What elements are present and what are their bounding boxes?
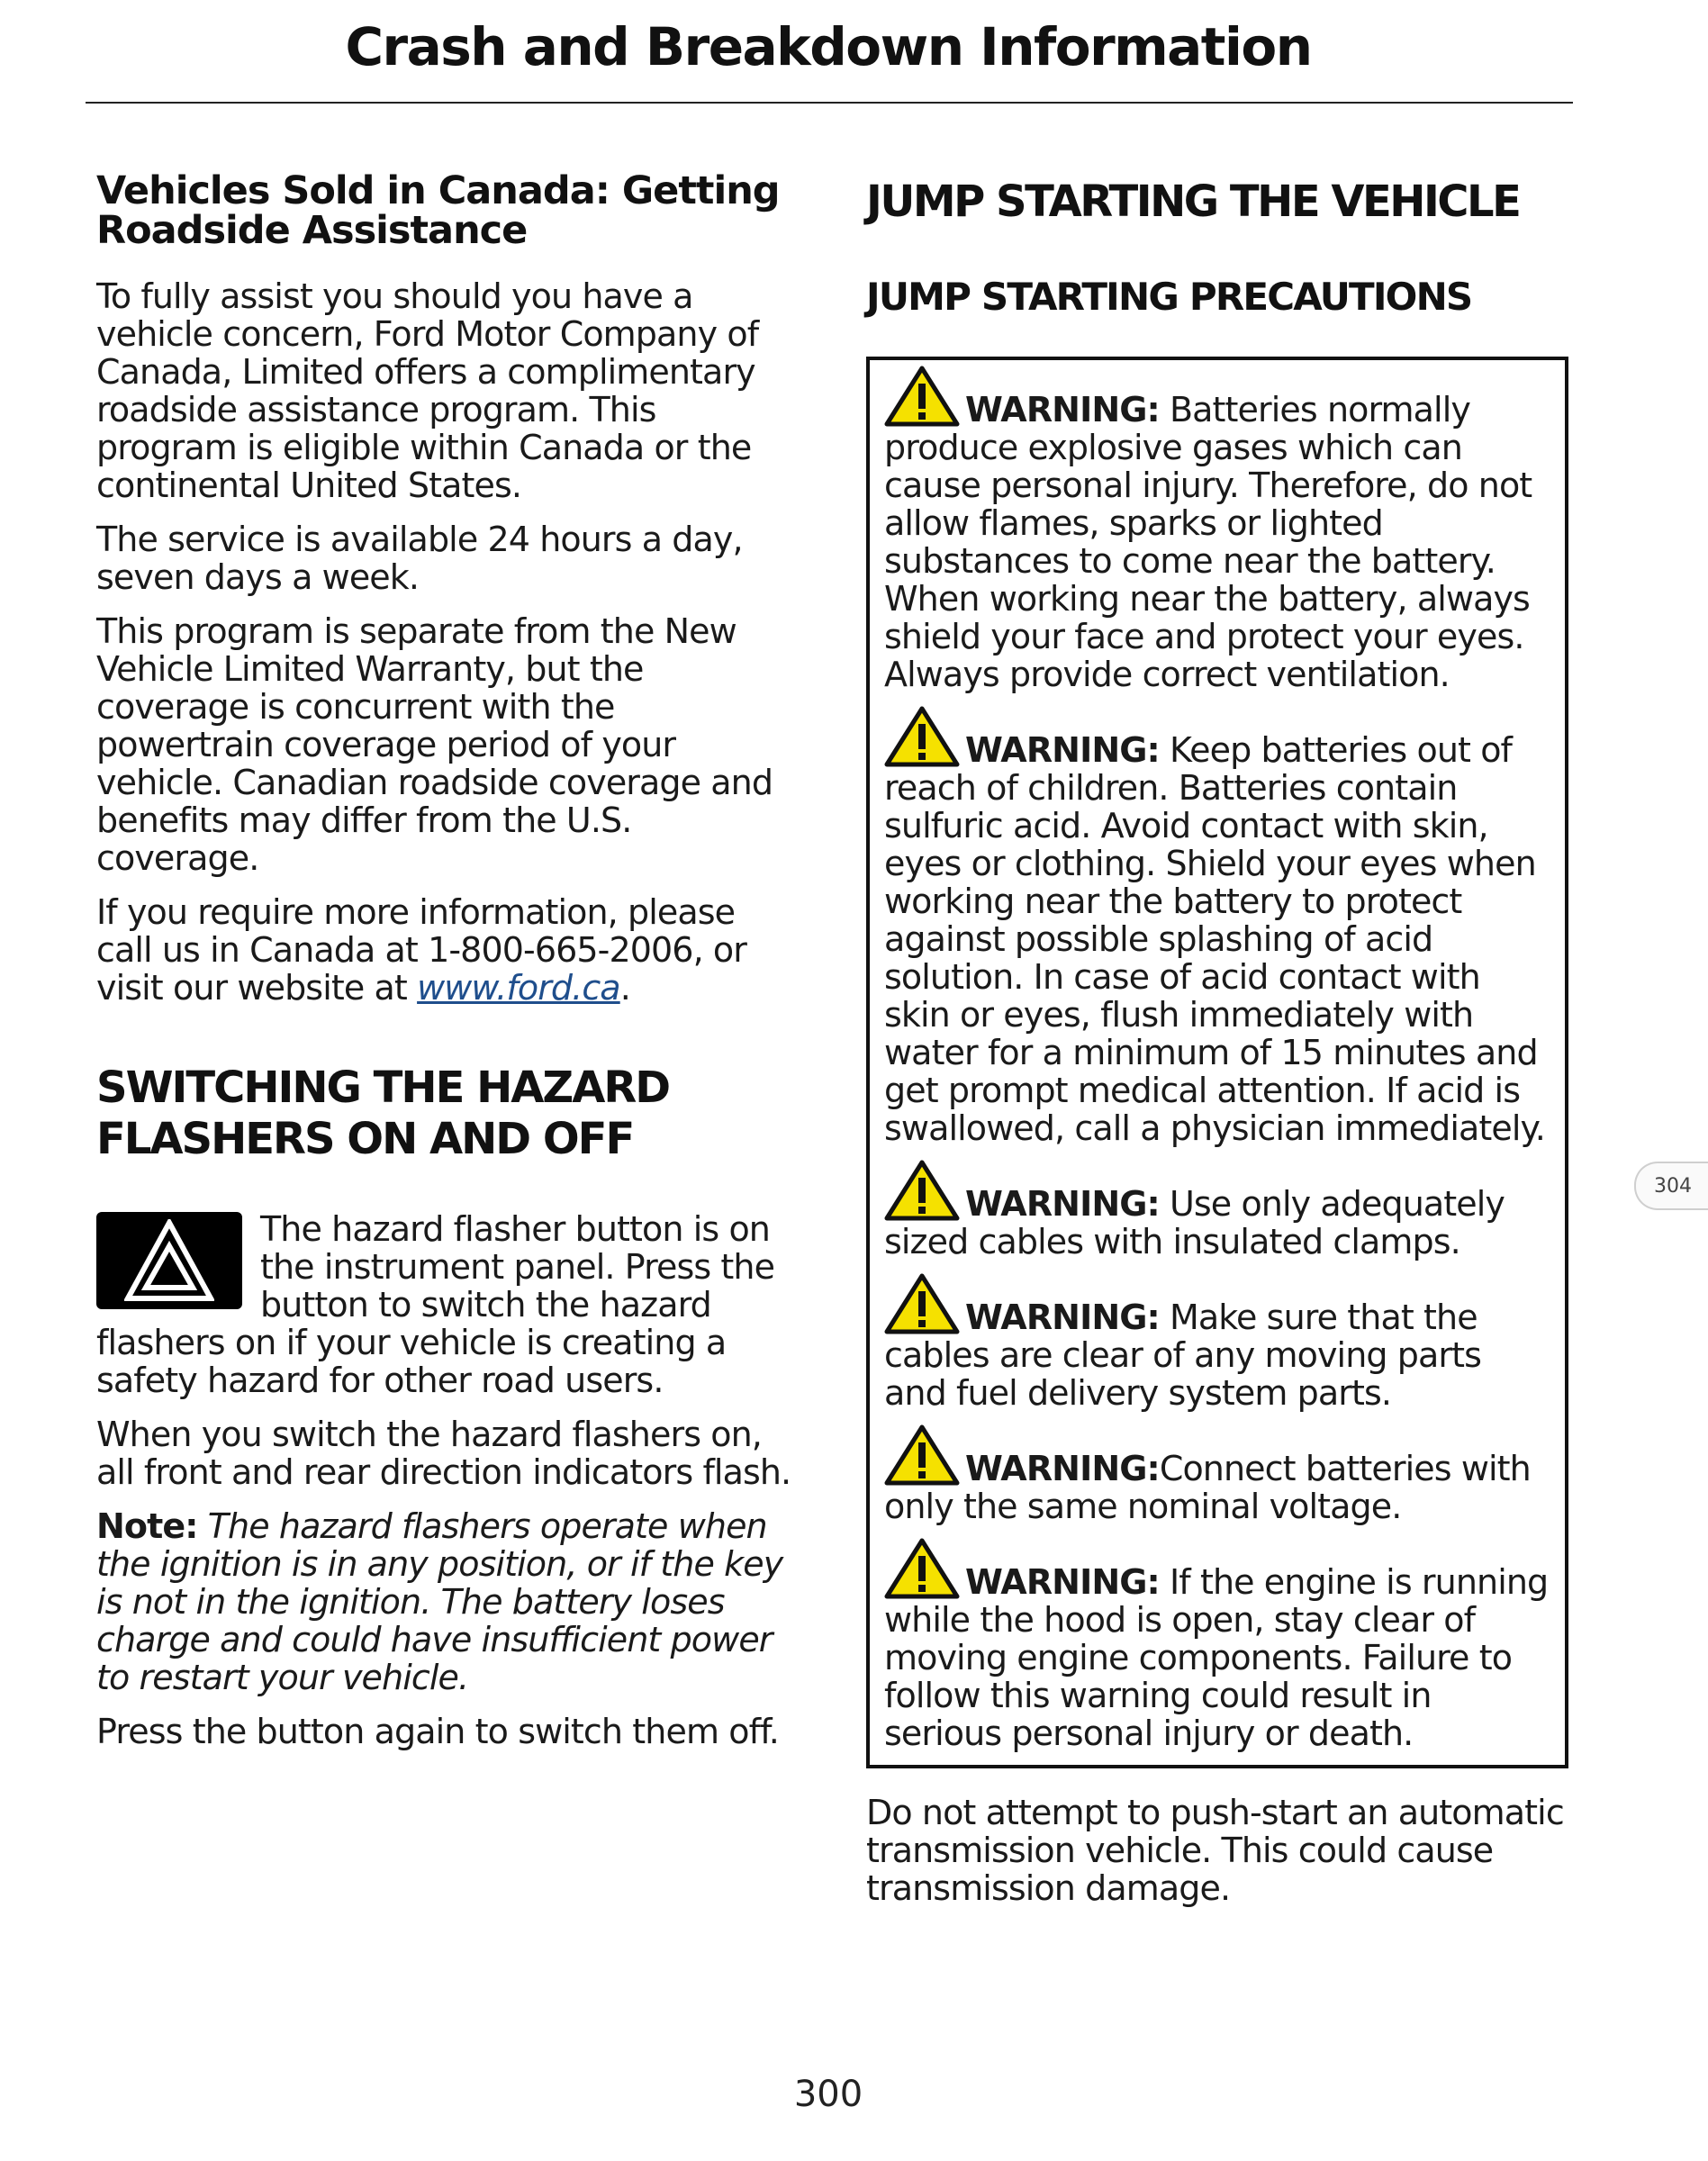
warning-text: If the engine is running while the hood is open, stay clear of moving engine components. Failure to follow this warning could result in serious personal injury or death. [884, 1562, 1549, 1753]
warning-text: Connect batteries with only the same nominal voltage. [884, 1449, 1531, 1526]
warning-item [884, 1424, 1550, 1525]
warning-text: Make sure that the cables are clear of any moving parts and fuel delivery system parts. [884, 1298, 1482, 1413]
canada-paragraph-3: This program is separate from the New Vehicle Limited Warranty, but the coverage is concurrent with the powertrain coverage period of your vehicle. Canadian roadside coverage and benefits may differ from the U.S. coverage. [96, 611, 773, 878]
warning-triangle-icon [884, 1160, 960, 1221]
left-column [96, 168, 799, 1767]
push-start-paragraph: Do not attempt to push-start an automatic transmission vehicle. This could cause transmission damage. [866, 1793, 1564, 1908]
ford-ca-link[interactable]: www.ford.ca [417, 968, 620, 1008]
hazard-section [96, 1210, 799, 1750]
hazard-paragraph-2: When you switch the hazard flashers on, all front and rear direction indicators flash. [96, 1415, 791, 1492]
hazard-paragraph-3: Press the button again to switch them off. [96, 1712, 779, 1751]
warning-label: WARNING: [965, 1449, 1160, 1488]
warning-triangle-icon [884, 366, 960, 427]
warning-item [884, 1538, 1550, 1752]
warning-item [884, 1273, 1550, 1412]
canada-contact-end: . [619, 968, 630, 1008]
warning-label: WARNING: [965, 1562, 1160, 1602]
canada-roadside-heading: Vehicles Sold in Canada: Getting Roadside Assistance [96, 168, 780, 253]
warning-text: Batteries normally produce explosive gases which can cause personal injury. Therefore, do not allow flames, sparks or lighted substances to come near the battery. When working near the battery, always shield your face and protect your eyes. Always provide correct ventilation. [884, 390, 1532, 694]
warning-triangle-icon [884, 706, 960, 767]
canada-paragraph-1: To fully assist you should you have a vehicle concern, Ford Motor Company of Canada, Limited offers a complimentary roadside assistance program. This program is eligible within Canada or the continental United States. [96, 276, 759, 505]
warning-triangle-icon [884, 1424, 960, 1486]
warning-label: WARNING: [965, 390, 1160, 429]
canada-contact-text: If you require more information, please call us in Canada at 1-800-665-2006, or visit our website at [96, 892, 747, 1008]
canada-paragraph-2: The service is available 24 hours a day, seven days a week. [96, 520, 743, 597]
warning-item [884, 1160, 1550, 1261]
header-divider [86, 102, 1573, 104]
warnings-box [866, 357, 1568, 1768]
warning-item [884, 706, 1550, 1147]
canada-paragraph-4 [96, 893, 799, 1007]
hazard-triangle-icon [96, 1212, 242, 1309]
warning-triangle-icon [884, 1273, 960, 1334]
jump-starting-heading: JUMP STARTING THE VEHICLE [866, 176, 1520, 227]
warning-label: WARNING: [965, 1184, 1160, 1224]
warning-text: Use only adequately sized cables with insulated clamps. [884, 1184, 1505, 1261]
note-label: Note: [96, 1506, 198, 1546]
hazard-flashers-heading: SWITCHING THE HAZARD FLASHERS ON AND OFF [96, 1062, 670, 1164]
note-text: The hazard flashers operate when the ignition is in any position, or if the key is not in the ignition. The battery loses charge and could have insufficient power to restart your vehicle. [96, 1506, 783, 1697]
warning-label: WARNING: [965, 1298, 1160, 1337]
jump-precautions-heading: JUMP STARTING PRECAUTIONS [866, 275, 1472, 319]
warning-triangle-icon [884, 1538, 960, 1599]
hazard-paragraph-1: The hazard flasher button is on the instrument panel. Press the button to switch the hazard flashers on if your vehicle is creating a safety hazard for other road users. [96, 1209, 775, 1400]
page-title: Crash and Breakdown Information [345, 16, 1312, 77]
right-column [866, 171, 1568, 1923]
page-number: 300 [793, 2074, 863, 2115]
warning-text: Keep batteries out of reach of children. Batteries contain sulfuric acid. Avoid contact with skin, eyes or clothing. Shield your eyes when working near the battery to protect against possible splashing of acid solution. In case of acid contact with skin or eyes, flush immediately with water for a minimum of 15 minutes and get prompt medical attention. If acid is swallowed, call a physician immediately. [884, 730, 1545, 1148]
side-page-tab[interactable]: 304 [1634, 1162, 1708, 1210]
hazard-note [96, 1507, 799, 1696]
warning-item [884, 366, 1550, 693]
warning-label: WARNING: [965, 730, 1160, 770]
